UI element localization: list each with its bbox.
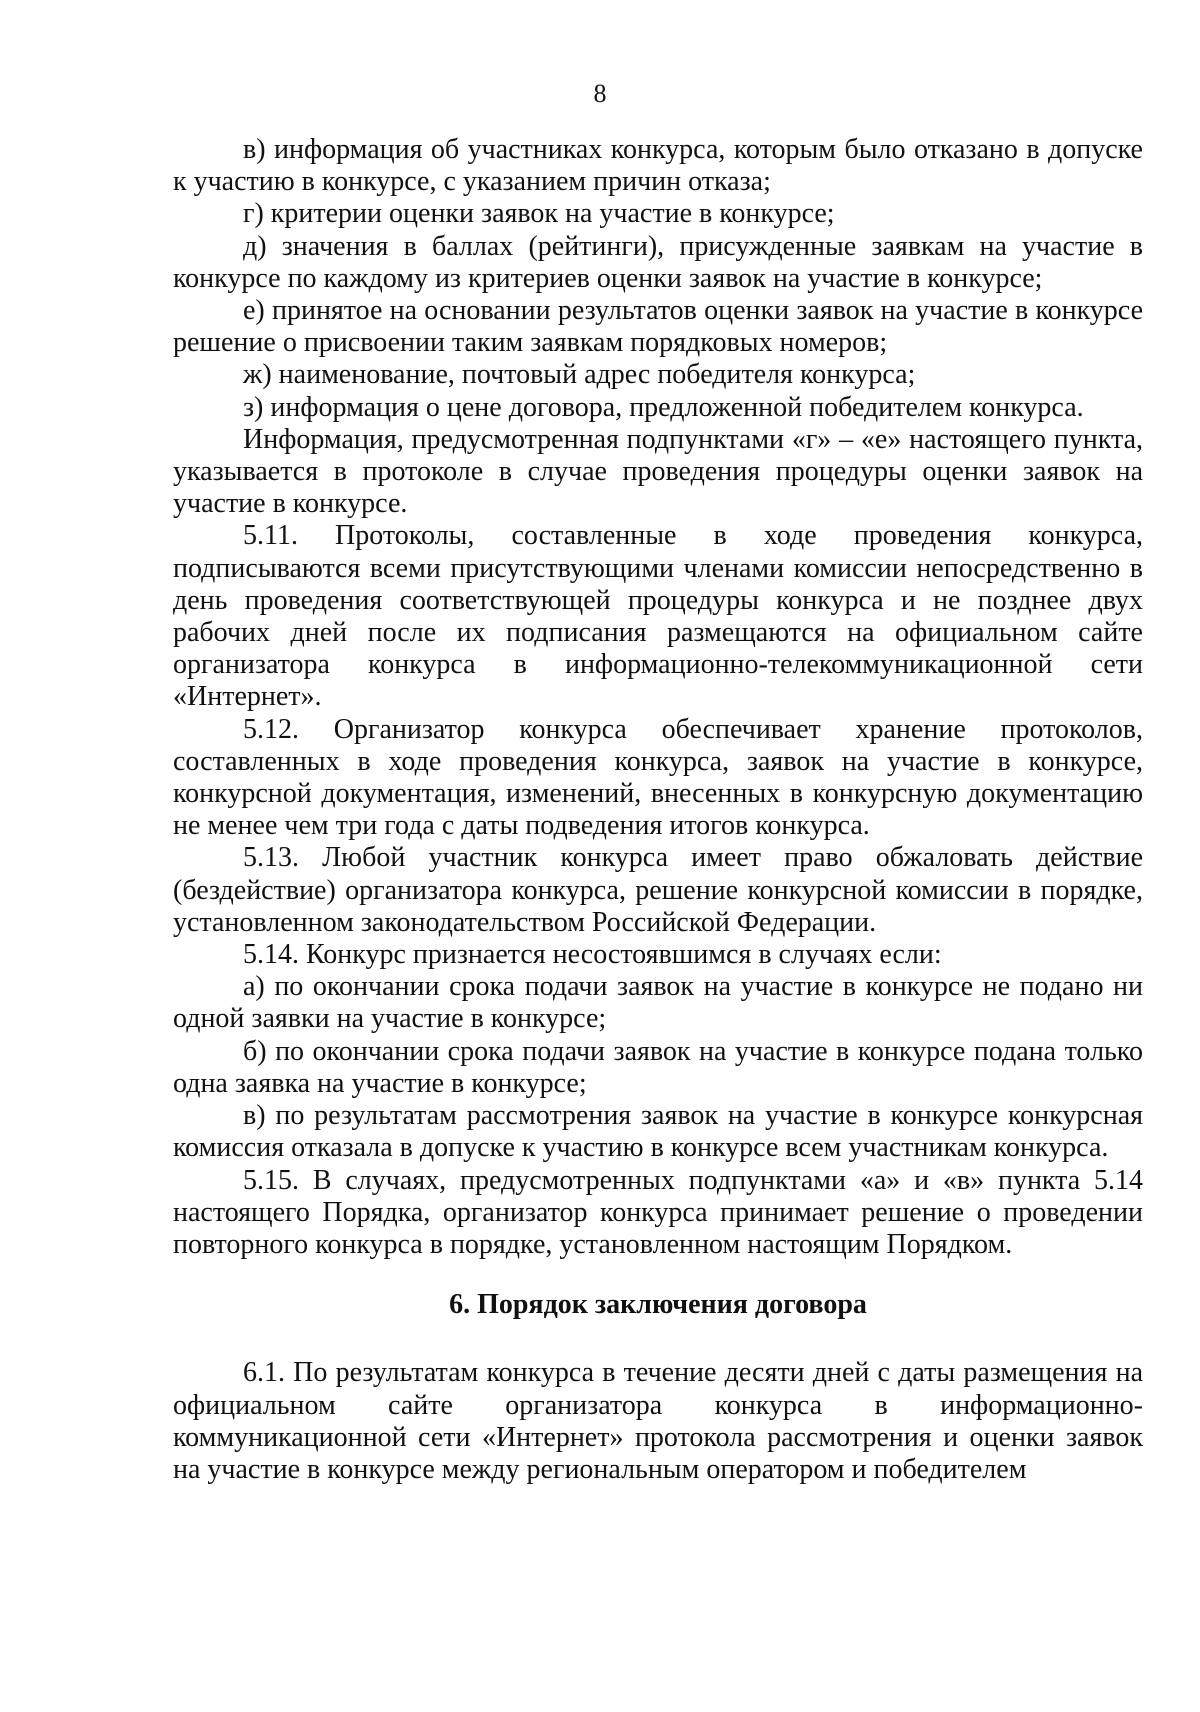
paragraph-item-z-price: з) информация о цене договора, предложенной победителем конкурса. — [243, 391, 1084, 423]
paragraph-6-1: 6.1. По результатам конкурса в течение десяти дней с даты размещения на официальном сайте организатора конкурса в информационно-коммуникационной сети «Интернет» протокола рассмотрения и оценки заявок на участие в конкурсе между региональным оператором и победителем — [173, 1357, 1143, 1485]
paragraph-5-14: 5.14. Конкурс признается несостоявшимся в случаях если: — [243, 939, 942, 971]
paragraph-5-13: 5.13. Любой участник конкурса имеет право обжаловать действие (бездействие) организатора конкурса, решение конкурсной комиссии в порядке, установленном законодательством Российской Федерации. — [173, 842, 1143, 938]
paragraph-item-zh-winner: ж) наименование, почтовый адрес победителя конкурса; — [243, 359, 916, 391]
paragraph-item-d-scores: д) значения в баллах (рейтинги), присужденные заявкам на участие в конкурсе по каждому из критериев оценки заявок на участие в конкурсе; — [173, 230, 1143, 294]
paragraph-5-14-b: б) по окончании срока подачи заявок на участие в конкурсе подана только одна заявка на участие в конкурсе; — [173, 1035, 1143, 1099]
paragraph-5-14-a: а) по окончании срока подачи заявок на участие в конкурсе не подано ни одной заявки на участие в конкурсе; — [173, 971, 1143, 1035]
section-heading: 6. Порядок заключения договора — [449, 1289, 867, 1321]
paragraph-info-note: Информация, предусмотренная подпунктами «г» – «е» настоящего пункта, указывается в протоколе в случае проведения процедуры оценки заявок на участие в конкурсе. — [173, 423, 1143, 520]
paragraph-5-11: 5.11. Протоколы, составленные в ходе проведения конкурса, подписываются всеми присутствующими членами комиссии непосредственно в день проведения соответствующей процедуры конкурса и не позднее двух рабочих дней после их подписания размещаются на официальном сайте организатора конкурса в информационно-телекоммуникационной сети «Интернет». — [173, 520, 1143, 713]
paragraph-item-e-decision: е) принятое на основании результатов оценки заявок на участие в конкурсе решение о присвоении таким заявкам порядковых номеров; — [173, 295, 1143, 359]
paragraph-item-v-info-rejected: в) информация об участниках конкурса, которым было отказано в допуске к участию в конкурсе, с указанием причин отказа; — [173, 134, 1143, 198]
paragraph-5-12: 5.12. Организатор конкурса обеспечивает хранение протоколов, составленных в ходе проведения конкурса, заявок на участие в конкурсе, конкурсной документация, изменений, внесенных в конкурсную документацию не менее чем три года с даты подведения итогов конкурса. — [173, 713, 1143, 842]
document-body — [173, 134, 1143, 1486]
paragraph-5-15: 5.15. В случаях, предусмотренных подпунктами «а» и «в» пункта 5.14 настоящего Порядка, организатор конкурса принимает решение о проведении повторного конкурса в порядке, установленном настоящим Порядком. — [173, 1164, 1143, 1260]
page-number: 8 — [593, 79, 607, 108]
paragraph-item-g-criteria: г) критерии оценки заявок на участие в конкурсе; — [243, 198, 835, 230]
paragraph-5-14-v: в) по результатам рассмотрения заявок на участие в конкурсе конкурсная комиссия отказала в допуске к участию в конкурсе всем участникам конкурса. — [173, 1100, 1143, 1164]
